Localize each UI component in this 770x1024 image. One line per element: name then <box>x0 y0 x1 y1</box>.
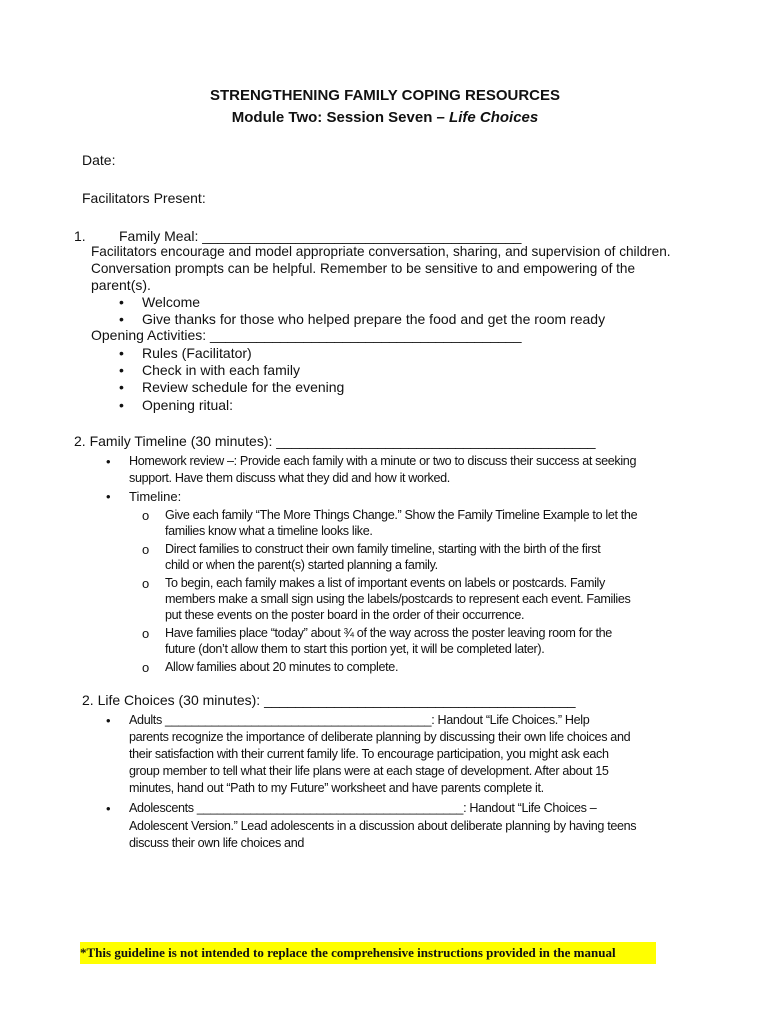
timeline-line: future (don’t allow them to start this portion yet, it will be completed later). <box>165 642 545 656</box>
date-label: Date: <box>82 152 116 168</box>
footer-disclaimer: *This guideline is not intended to replace the comprehensive instructions provided in the manual <box>80 942 656 964</box>
list-item: Rules (Facilitator) <box>142 345 252 361</box>
sub-bullet-icon: o <box>142 660 150 675</box>
adolescents-line: discuss their own life choices and <box>129 836 305 850</box>
homework-line: Homework review –: Provide each family with a minute or two to discuss their success at seeking <box>129 454 637 468</box>
bullet-icon: • <box>119 397 124 413</box>
subtitle-text: Module Two: Session Seven – <box>231 109 450 126</box>
opening-activities-heading: Opening Activities: ________________________________________ <box>91 327 522 343</box>
list-item: Opening ritual: <box>142 397 234 413</box>
timeline-line: Allow families about 20 minutes to complete. <box>165 660 399 674</box>
timeline-line: families know what a timeline looks like. <box>165 524 373 538</box>
sub-bullet-icon: o <box>142 508 150 523</box>
list-item: Check in with each family <box>142 362 300 378</box>
adults-line: their satisfaction with their current family life. To encourage participation, you might ask each <box>129 747 609 761</box>
adolescents-line: Adolescents ________________________________________: Handout “Life Choices – <box>129 801 597 815</box>
timeline-line: put these events on the poster board in the order of their occurrence. <box>165 608 525 622</box>
subtitle-italic: Life Choices <box>449 109 539 126</box>
document-title: STRENGTHENING FAMILY COPING RESOURCES <box>209 87 561 104</box>
list-item: Review schedule for the evening <box>142 379 345 395</box>
adults-line: minutes, hand out “Path to my Future” worksheet and have parents complete it. <box>129 781 544 795</box>
timeline-line: members make a small sign using the labels/postcards to represent each event. Families <box>165 592 631 606</box>
bullet-icon: • <box>119 311 124 327</box>
list-item: Give thanks for those who helped prepare the food and get the room ready <box>142 311 606 327</box>
facilitators-label: Facilitators Present: <box>82 190 206 206</box>
timeline-line: To begin, each family makes a list of important events on labels or postcards. Family <box>165 576 605 590</box>
section2-heading: 2. Family Timeline (30 minutes): _________________________________________ <box>74 433 596 449</box>
section3-heading: 2. Life Choices (30 minutes): ________________________________________ <box>82 692 576 708</box>
timeline-line: Direct families to construct their own family timeline, starting with the birth of the first <box>165 542 601 556</box>
list-item: Welcome <box>142 294 201 310</box>
adults-line: Adults ________________________________________: Handout “Life Choices.” Help <box>129 713 590 727</box>
timeline-line: Have families place “today” about ¾ of the way across the poster leaving room for the <box>165 626 612 640</box>
adolescents-line: Adolescent Version.” Lead adolescents in a discussion about deliberate planning by having teens <box>129 819 637 833</box>
adults-line: parents recognize the importance of deliberate planning by discussing their own life choices and <box>129 730 631 744</box>
bullet-icon: • <box>106 713 111 728</box>
bullet-icon: • <box>106 489 111 504</box>
bullet-icon: • <box>119 345 124 361</box>
bullet-icon: • <box>119 379 124 395</box>
bullet-icon: • <box>106 454 111 469</box>
sub-bullet-icon: o <box>142 542 150 557</box>
bullet-icon: • <box>119 294 124 310</box>
homework-line: support. Have them discuss what they did and how it worked. <box>129 471 450 485</box>
section1-line: Facilitators encourage and model appropriate conversation, sharing, and supervision of children. <box>91 244 671 259</box>
document-subtitle <box>0 109 770 126</box>
section1-line: parent(s). <box>91 277 151 293</box>
sub-bullet-icon: o <box>142 626 150 641</box>
section1-heading: Family Meal: _________________________________________ <box>119 228 522 244</box>
section1-number: 1. <box>74 228 86 244</box>
bullet-icon: • <box>119 362 124 378</box>
adults-line: group member to tell what their life plans were at each stage of development. After about 15 <box>129 764 609 778</box>
sub-bullet-icon: o <box>142 576 150 591</box>
section1-line: Conversation prompts can be helpful. Remember to be sensitive to and empowering of the <box>91 261 636 276</box>
bullet-icon: • <box>106 801 111 816</box>
timeline-line: Give each family “The More Things Change.” Show the Family Timeline Example to let the <box>165 508 638 522</box>
timeline-line: child or when the parent(s) started planning a family. <box>165 558 438 572</box>
timeline-label: Timeline: <box>129 489 182 504</box>
